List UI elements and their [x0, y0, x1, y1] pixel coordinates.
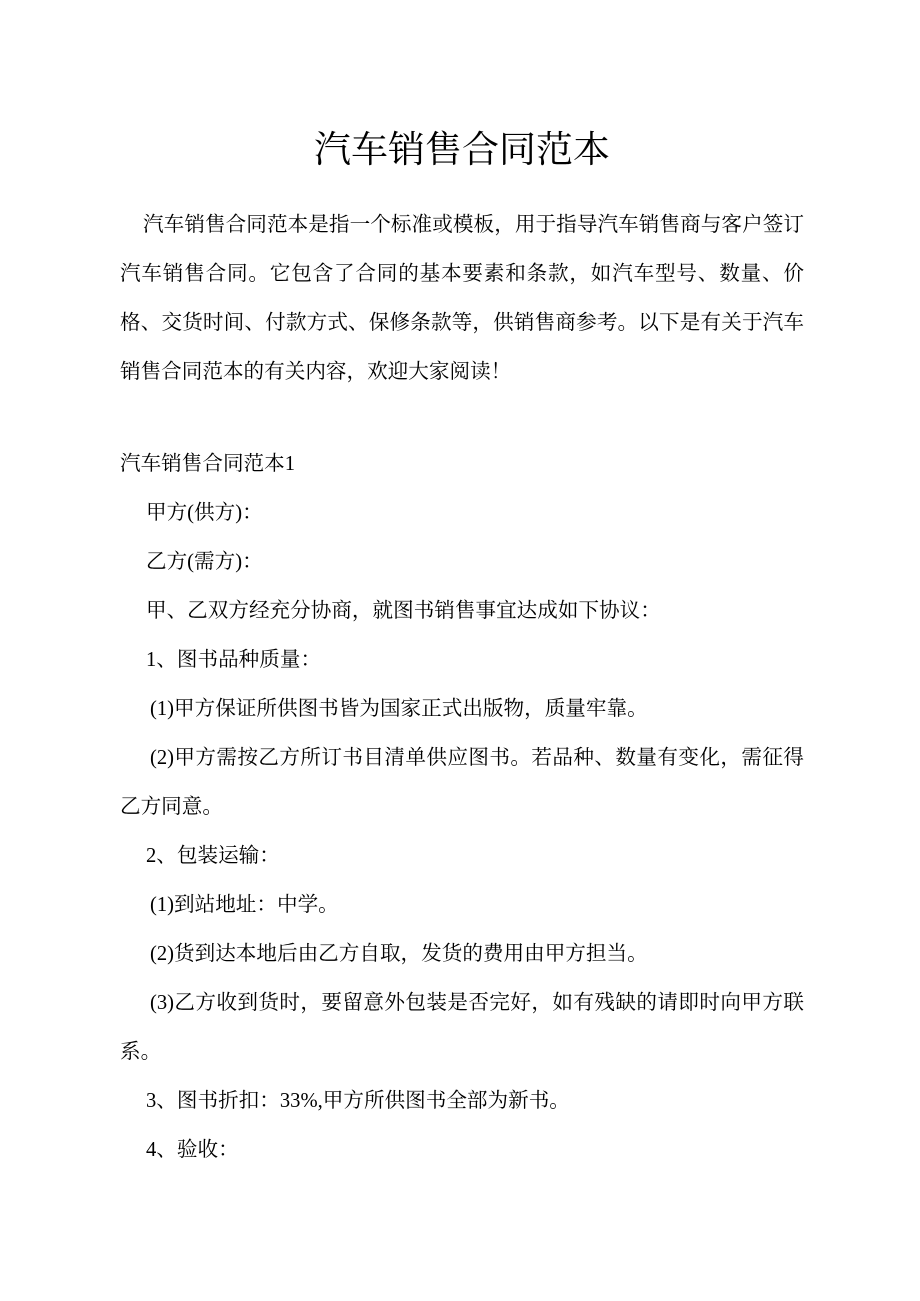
contract-paragraph: 2、包装运输：	[146, 845, 280, 867]
contract-paragraph: (3)乙方收到货时，要留意外包装是否完好，如有残缺的请即时向甲方联系。	[120, 992, 804, 1063]
contract-paragraph: (1)甲方保证所供图书皆为国家正式出版物，质量牢靠。	[150, 698, 648, 720]
contract-paragraph: 甲、乙双方经充分协商，就图书销售事宜达成如下协议：	[146, 600, 661, 622]
contract-paragraph: 4、验收：	[146, 1139, 239, 1161]
contract-paragraph: 乙方(需方)：	[146, 551, 263, 573]
contract-paragraph: 甲方(供方)：	[146, 502, 263, 524]
intro-paragraph: 汽车销售合同范本是指一个标准或模板，用于指导汽车销售商与客户签订汽车销售合同。它包含了合同的基本要素和条款，如汽车型号、数量、价格、交货时间、付款方式、保修条款等，供销售商参考。以下是有关于汽车销售合同范本的有关内容，欢迎大家阅读！	[120, 214, 804, 383]
contract-paragraph: 1、图书品种质量：	[146, 649, 322, 671]
contract-paragraph: (1)到站地址：中学。	[150, 894, 339, 916]
contract-paragraph: (2)货到达本地后由乙方自取，发货的费用由甲方担当。	[150, 943, 648, 965]
section-heading: 汽车销售合同范本1	[120, 453, 296, 475]
document-title: 汽车销售合同范本	[314, 130, 610, 171]
contract-paragraph: (2)甲方需按乙方所订书目清单供应图书。若品种、数量有变化，需征得乙方同意。	[120, 747, 804, 818]
contract-body	[120, 489, 804, 1175]
contract-paragraph: 3、图书折扣：33%,甲方所供图书全部为新书。	[146, 1090, 570, 1112]
